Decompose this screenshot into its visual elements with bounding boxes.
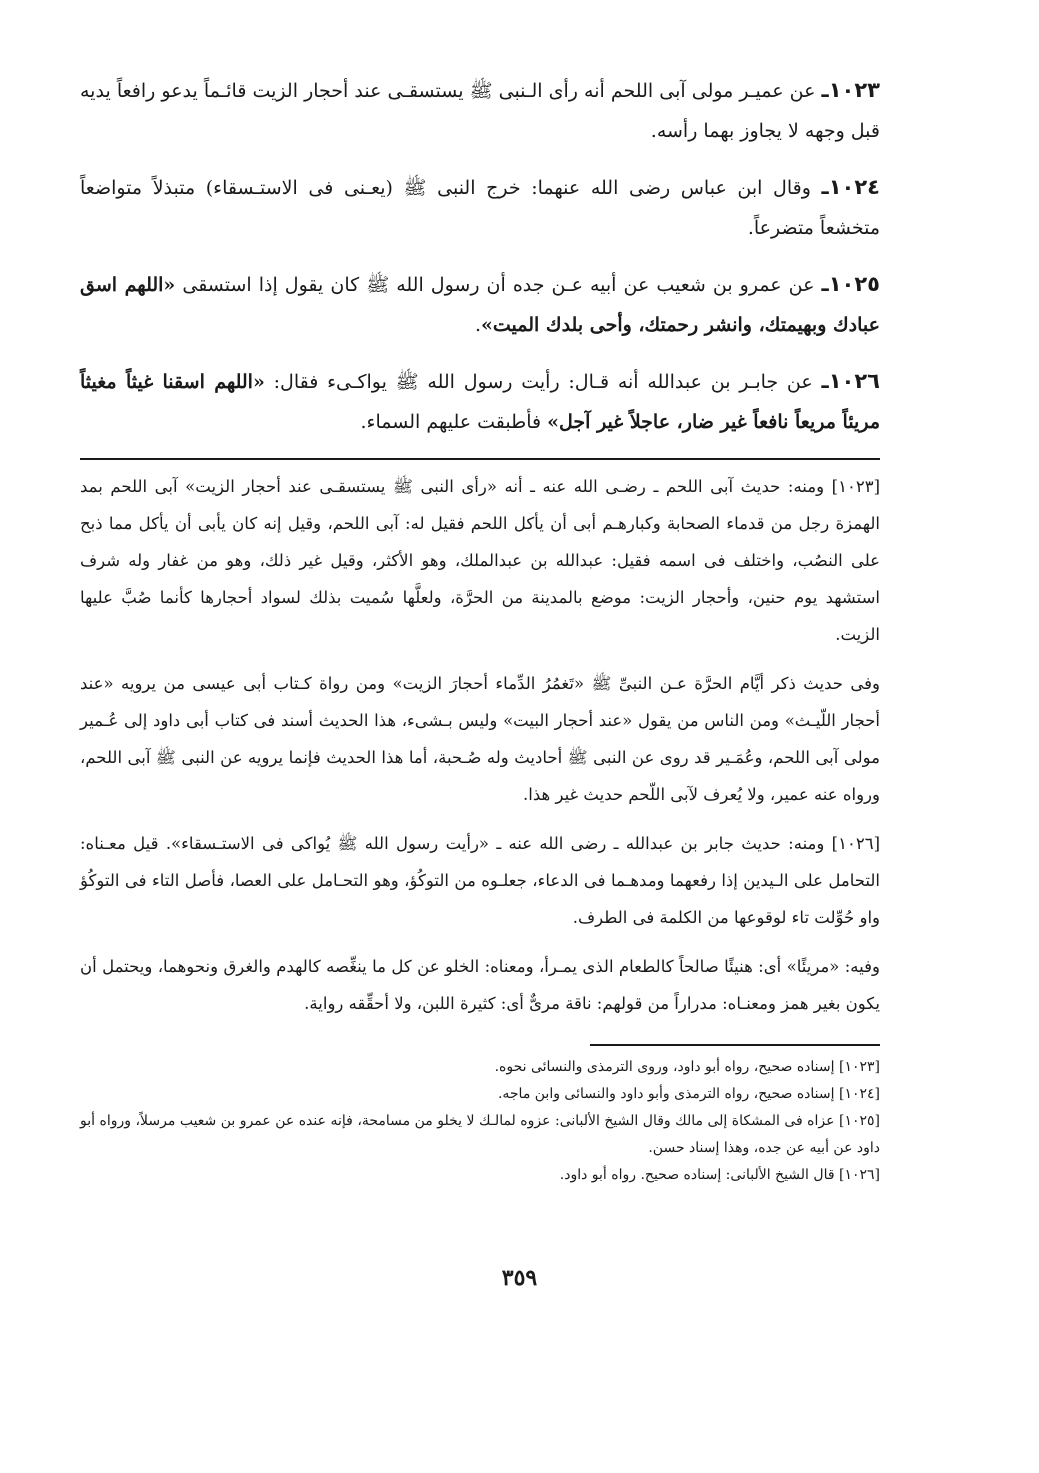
footnote-number: [١٠٢٥] (839, 1113, 881, 1129)
footnote-text: قال الشيخ الألبانى: إسناده صحيح. رواه أبو داود. (559, 1167, 835, 1183)
hadith-text-after: . (474, 314, 481, 336)
hadith-number: ١٠٢٤ (828, 175, 880, 199)
footnote-number: [١٠٢٤] (838, 1086, 880, 1102)
commentary-paragraph: [١٠٢٣] ومنه: حديث آبى اللحم ـ رضـى الله عنه ـ أنه «رأى النبى ﷺ يستسقـى عند أحجار الزيت» آبى اللحم بمد الهمزة رجل من قدماء الصحابة وكبارهـم أبى أن يأكل اللحم فقيل له: آبى اللحم، وقيل إنه كان يأبى أن يأكل مما ذبح على النصُب، واختلف فى اسمه فقيل: عبدالله بن عبدالملك، وهو الأكثر، وقيل غير ذلك، وهو من غفار وله شرف استشهد يوم حنين، وأحجار الزيت: موضع بالمدينة من الحرَّة، ولعلَّها سُميت بذلك لسواد أحجارها كأنما صُبَّ عليها الزيت. (80, 477, 880, 644)
footnote-1025 (80, 1108, 880, 1162)
hadith-1023: ١٠٢٣ـ عن عميـر مولى آبى اللحم أنه رأى الـنبى ﷺ يستسقـى عند أحجار الزيت قائـماً يدعو رافعاً يديه قبل وجهه لا يجاوز بهما رأسه. (80, 78, 880, 142)
footnote-1024 (80, 1081, 880, 1108)
hadith-text: عن عمرو بن شعيب عن أبيه عـن جده أن رسول الله ﷺ كان يقول إذا استسقى (182, 274, 815, 296)
footnote-text: عزاه فى المشكاة إلى مالك وقال الشيخ الألبانى: عزوه لمالـك لا يخلو من مسامحة، فإنه عنده عن عمرو بن شعيب مرسلاً، ورواه أبو داود عن أبيه عن جده، وهذا إسناد حسن. (80, 1113, 880, 1156)
hadith-1025: ١٠٢٥ـ عن عمرو بن شعيب عن أبيه عـن جده أن رسول الله ﷺ كان يقول إذا استسقى «اللهم اسق عبادك وبهيمتك، وانشر رحمتك، وأحى بلدك الميت». (80, 272, 880, 336)
page-number: ٣٥٩ (501, 1265, 538, 1291)
hadith-number: ١٠٢٦ (828, 369, 881, 393)
page-body (80, 70, 880, 1189)
hadith-number: ١٠٢٣ (828, 78, 880, 102)
hadith-quote: «اللهم اسق عبادك وبهيمتك، وانشر رحمتك، وأحى بلدك الميت» (80, 274, 880, 336)
hadith-number: ١٠٢٥ (828, 272, 880, 296)
footnote-number: [١٠٢٦] (838, 1167, 880, 1183)
commentary-paragraph: [١٠٢٦] ومنه: حديث جابر بن عبدالله ـ رضى الله عنه ـ «رأيت رسول الله ﷺ يُواكى فى الاستـسقاء». قيل معـناه: التحامل على الـيدين إذا رفعهما ومدهـما فى الدعاء، جعلـوه من التوكُؤ، وهو التحـامل على العصا، فأصل التاء فى التوكُؤ واو حُوِّلت تاء لوقوعها من الكلمة فى الطرف. (80, 834, 880, 927)
hadith-text: عن عميـر مولى آبى اللحم أنه رأى الـنبى ﷺ يستسقـى عند أحجار الزيت قائـماً يدعو رافعاً يديه قبل وجهه لا يجاوز بهما رأسه. (80, 80, 880, 142)
hadith-text: عن جابـر بن عبدالله أنه قـال: رأيت رسول الله ﷺ يواكـىء فقال: (273, 371, 813, 393)
hadith-1024: ١٠٢٤ـ وقال ابن عباس رضى الله عنهما: خرج النبى ﷺ (يعـنى فى الاستـسقاء) متبذلاً متواضعاً متخشعاً متضرعاً. (80, 175, 880, 239)
hadith-quote: «اللهم اسقنا غيثاً مغيثاً مريئاً مريعاً نافعاً غير ضار، عاجلاً غير آجل» (80, 371, 880, 433)
section-divider (80, 458, 880, 460)
footnote-divider (590, 1044, 880, 1046)
footnote-number: [١٠٢٣] (838, 1059, 880, 1075)
commentary-paragraph: وفيه: «مريئًا» أى: هنيئًا صالحاً كالطعام الذى يمـرأ، ومعناه: الخلو عن كل ما ينغِّصه كالهدم والغرق ونحوهما، ويحتمل أن يكون بغير همز ومعنـاه: مدراراً من قولهم: ناقة مرىٌّ أى: كثيرة اللبن، ولا أحقِّقه رواية. (80, 957, 880, 1013)
footnote-text: إسناده صحيح، رواه الترمذى وأبو داود والنسائى وابن ماجه. (497, 1086, 835, 1102)
footnote-1023 (80, 1054, 880, 1081)
footnote-1026 (80, 1162, 880, 1189)
hadith-text-after: فأطبقت عليهم السماء. (360, 411, 548, 433)
hadith-1026: ١٠٢٦ـ عن جابـر بن عبدالله أنه قـال: رأيت رسول الله ﷺ يواكـىء فقال: «اللهم اسقنا غيثاً مغيثاً مريئاً مريعاً نافعاً غير ضار، عاجلاً غير آجل» فأطبقت عليهم السماء. (80, 369, 881, 433)
footnote-text: إسناده صحيح، رواه أبو داود، وروى الترمذى والنسائى نحوه. (494, 1059, 835, 1075)
hadith-text: وقال ابن عباس رضى الله عنهما: خرج النبى ﷺ (يعـنى فى الاستـسقاء) متبذلاً متواضعاً متخشعاً متضرعاً. (80, 177, 880, 239)
commentary-paragraph: وفى حديث ذكر أيَّام الحرَّة عـن النبىِّ ﷺ «تَغمُرُ الدِّماء أحجارَ الزيت» ومن رواة كـتاب أبى عيسى من يرويه «عند أحجار اللّيـث» ومن الناس من يقول «عند أحجار البيت» وليس بـشىء، هذا الحديث أسند فى كتاب أبى داود إلى عُـمير مولى آبى اللحم، وعُمَـير قد روى عن النبى ﷺ أحاديث وله صُـحبة، أما هذا الحديث فإنما يرويه عن النبى ﷺ آبى اللحم، ورواه عنه عمير، ولا يُعرف لآبى اللّحم حديث غير هذا. (80, 674, 880, 804)
